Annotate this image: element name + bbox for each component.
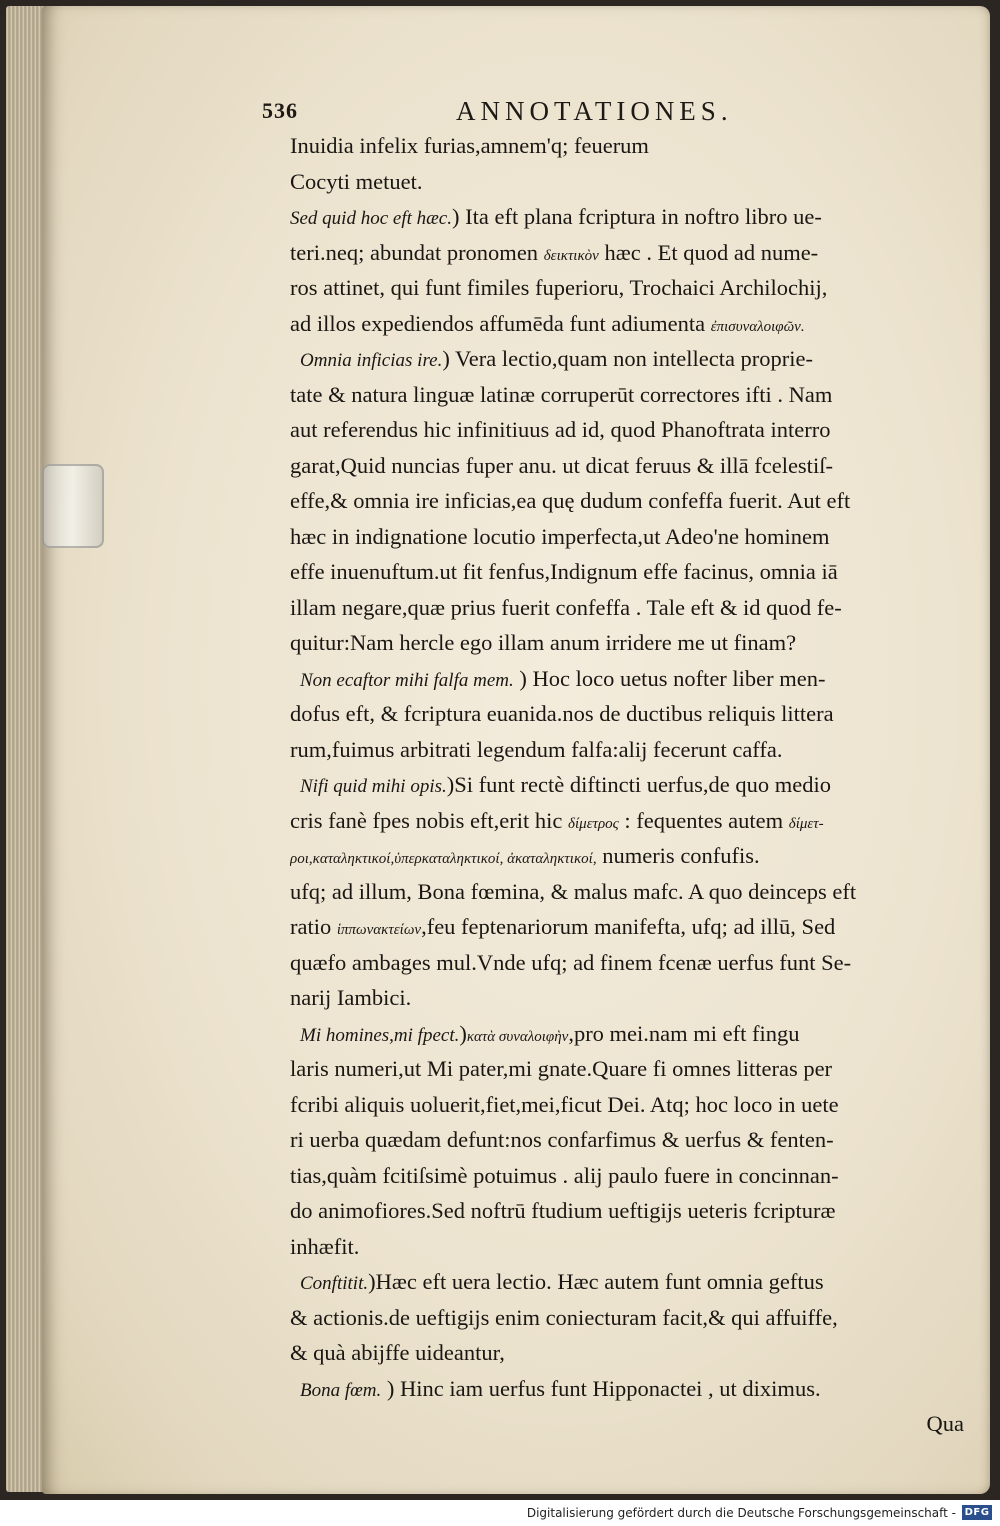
text-line bbox=[290, 732, 980, 768]
lemma-text: Non ecaftor mihi falfa mem. bbox=[300, 669, 514, 691]
book-clip bbox=[42, 464, 104, 548]
text-segment: cris fanè fpes nobis eft,erit hic bbox=[290, 807, 569, 833]
text-segment: rum,fuimus arbitrati legendum falfa:alij fecerunt caffa. bbox=[290, 736, 783, 762]
text-segment: teri.neq; abundat pronomen bbox=[290, 239, 544, 265]
text-segment: ratio bbox=[290, 914, 337, 939]
text-line bbox=[290, 306, 980, 342]
text-segment: fcribi aliquis uoluerit,fiet,mei,ficut Dei. Atq; hoc loco in uete bbox=[290, 1091, 839, 1117]
lemma-text: Mi homines,mi fpect. bbox=[300, 1024, 460, 1046]
text-segment: Cocyti metuet. bbox=[290, 168, 423, 194]
text-segment: hæc . Et quod ad nume- bbox=[598, 239, 819, 265]
text-line bbox=[290, 1087, 980, 1123]
greek-text: δίμετρος bbox=[568, 815, 619, 832]
greek-text: δίμετ- bbox=[788, 815, 824, 832]
text-line bbox=[290, 128, 980, 164]
text-line bbox=[290, 164, 980, 200]
text-segment: ufq; ad illum, Bona fœmina, & malus mafc. A quo deinceps eft bbox=[290, 878, 857, 904]
text-segment: narij Iambici. bbox=[290, 985, 412, 1010]
text-line bbox=[290, 1300, 980, 1336]
running-head: ANNOTATIONES. bbox=[456, 96, 733, 126]
digitization-footer bbox=[0, 1500, 1000, 1526]
greek-text: δεικτικὸν bbox=[543, 247, 599, 264]
greek-text: ροι,καταληκτικοί,ὑπερκαταληκτικοί, ἀκαταληκτικοί, bbox=[290, 851, 597, 867]
text-segment: ros attinet, qui funt fimiles fuperioru, Trochaici Archilochij, bbox=[290, 275, 828, 300]
text-line bbox=[290, 1158, 980, 1194]
text-segment: laris numeri,ut Mi pater,mi gnate.Quare fi omnes litteras per bbox=[290, 1056, 833, 1081]
text-segment: : fequentes autem bbox=[618, 807, 789, 833]
text-line bbox=[290, 1193, 980, 1229]
text-segment: & actionis.de ueftigijs enim coniecturam facit,& qui affuiffe, bbox=[290, 1304, 838, 1330]
body-text bbox=[290, 128, 980, 1442]
text-segment: tate & natura linguæ latinæ corruperūt correctores ifti . Nam bbox=[290, 381, 833, 407]
text-segment: ,pro mei.nam mi eft fingu bbox=[568, 1020, 800, 1046]
text-segment: ri uerba quædam defunt:nos confarfimus & uerfus & fenten- bbox=[290, 1127, 834, 1152]
text-line bbox=[290, 554, 980, 590]
text-segment: ) Hinc iam uerfus funt Hipponactei , ut diximus. bbox=[381, 1375, 821, 1401]
greek-text: ἐπισυναλοιφῶν. bbox=[710, 318, 805, 335]
greek-text: ἱππωνακτείων bbox=[336, 922, 422, 938]
text-line bbox=[290, 199, 980, 235]
greek-text: κατὰ συναλοιφὴν bbox=[466, 1028, 569, 1045]
lemma-text: Bona fœm. bbox=[300, 1379, 382, 1401]
text-segment: Inuidia infelix furias,amnem'q; feuerum bbox=[290, 133, 649, 158]
text-line bbox=[290, 483, 980, 519]
text-line bbox=[290, 767, 980, 803]
text-line bbox=[290, 590, 980, 626]
text-line bbox=[290, 412, 980, 448]
text-segment: effe,& omnia ire inficias,ea quę dudum confeffa fuerit. Aut eft bbox=[290, 488, 851, 513]
lemma-text: Nifi quid mihi opis. bbox=[300, 776, 447, 797]
text-segment: inhæfit. bbox=[290, 1233, 360, 1259]
text-line bbox=[290, 874, 980, 910]
text-line bbox=[290, 1016, 980, 1052]
text-line bbox=[290, 980, 980, 1016]
text-line bbox=[290, 661, 980, 697]
text-segment: Qua bbox=[926, 1411, 964, 1436]
text-line bbox=[290, 909, 980, 945]
lemma-text: Omnia inficias ire. bbox=[300, 350, 443, 371]
text-segment: hæc in indignatione locutio imperfecta,ut Adeo'ne hominem bbox=[290, 523, 830, 549]
text-segment: dofus eft, & fcriptura euanida.nos de ductibus reliquis littera bbox=[290, 701, 834, 726]
text-segment: quitur:Nam hercle ego illam anum irridere me ut finam? bbox=[290, 630, 797, 655]
text-segment: )Si funt rectè diftincti uerfus,de quo medio bbox=[446, 772, 832, 797]
text-segment: ) Vera lectio,quam non intellecta proprie- bbox=[442, 346, 814, 371]
text-segment: ) bbox=[459, 1020, 467, 1046]
text-line bbox=[290, 625, 980, 661]
text-segment: tias,quàm fcitiſsimè potuimus . alij paulo fuere in concinnan- bbox=[290, 1162, 839, 1188]
text-line bbox=[290, 838, 980, 874]
lemma-text: Conftitit. bbox=[300, 1273, 369, 1294]
text-segment: do animofiores.Sed noftrū ftudium ueftigijs ueteris fcripturæ bbox=[290, 1198, 836, 1223]
text-line bbox=[290, 519, 980, 555]
text-line bbox=[290, 1371, 980, 1407]
text-segment: effe inuenuftum.ut fit fenfus,Indignum effe facinus, omnia iā bbox=[290, 559, 838, 584]
text-line bbox=[290, 1229, 980, 1265]
text-segment: illam negare,quæ prius fuerit confeffa . Tale eft & id quod fe- bbox=[290, 594, 842, 620]
text-line bbox=[290, 696, 980, 732]
dfg-logo: DFG bbox=[962, 1505, 992, 1520]
text-line bbox=[290, 448, 980, 484]
text-line bbox=[290, 1051, 980, 1087]
text-segment: numeris confufis. bbox=[596, 843, 760, 868]
text-line bbox=[290, 1406, 980, 1442]
text-segment: ) Hoc loco uetus nofter liber men- bbox=[513, 665, 826, 691]
text-segment: ) Ita eft plana fcriptura in noftro libro ue- bbox=[452, 204, 822, 229]
page-header bbox=[262, 96, 976, 132]
text-line bbox=[290, 377, 980, 413]
text-segment: & quà abijffe uideantur, bbox=[290, 1340, 505, 1365]
text-line bbox=[290, 1122, 980, 1158]
text-segment: quæfo ambages mul.Vnde ufq; ad finem fcenæ uerfus funt Se- bbox=[290, 949, 852, 975]
text-line bbox=[290, 341, 980, 377]
text-line bbox=[290, 945, 980, 981]
text-line bbox=[290, 1264, 980, 1300]
text-segment: garat,Quid nuncias fuper anu. ut dicat feruus & illā fcelestiſ- bbox=[290, 452, 833, 478]
text-line bbox=[290, 270, 980, 306]
text-segment: ,feu feptenariorum manifefta, ufq; ad illū, Sed bbox=[421, 914, 836, 939]
lemma-text: Sed quid hoc eft hæc. bbox=[290, 208, 452, 229]
text-segment: ad illos expediendos affumēda funt adiumenta bbox=[290, 310, 711, 336]
page-number: 536 bbox=[262, 98, 298, 123]
book-leaf-edges bbox=[6, 6, 46, 1492]
text-line bbox=[290, 803, 980, 839]
text-line bbox=[290, 235, 980, 271]
funding-credit: Digitalisierung gefördert durch die Deutsche Forschungsgemeinschaft - bbox=[526, 1506, 956, 1520]
text-segment: )Hæc eft uera lectio. Hæc autem funt omnia geftus bbox=[368, 1269, 824, 1294]
text-segment: aut referendus hic infinitiuus ad id, quod Phanoftrata interro bbox=[290, 417, 831, 442]
text-line bbox=[290, 1335, 980, 1371]
